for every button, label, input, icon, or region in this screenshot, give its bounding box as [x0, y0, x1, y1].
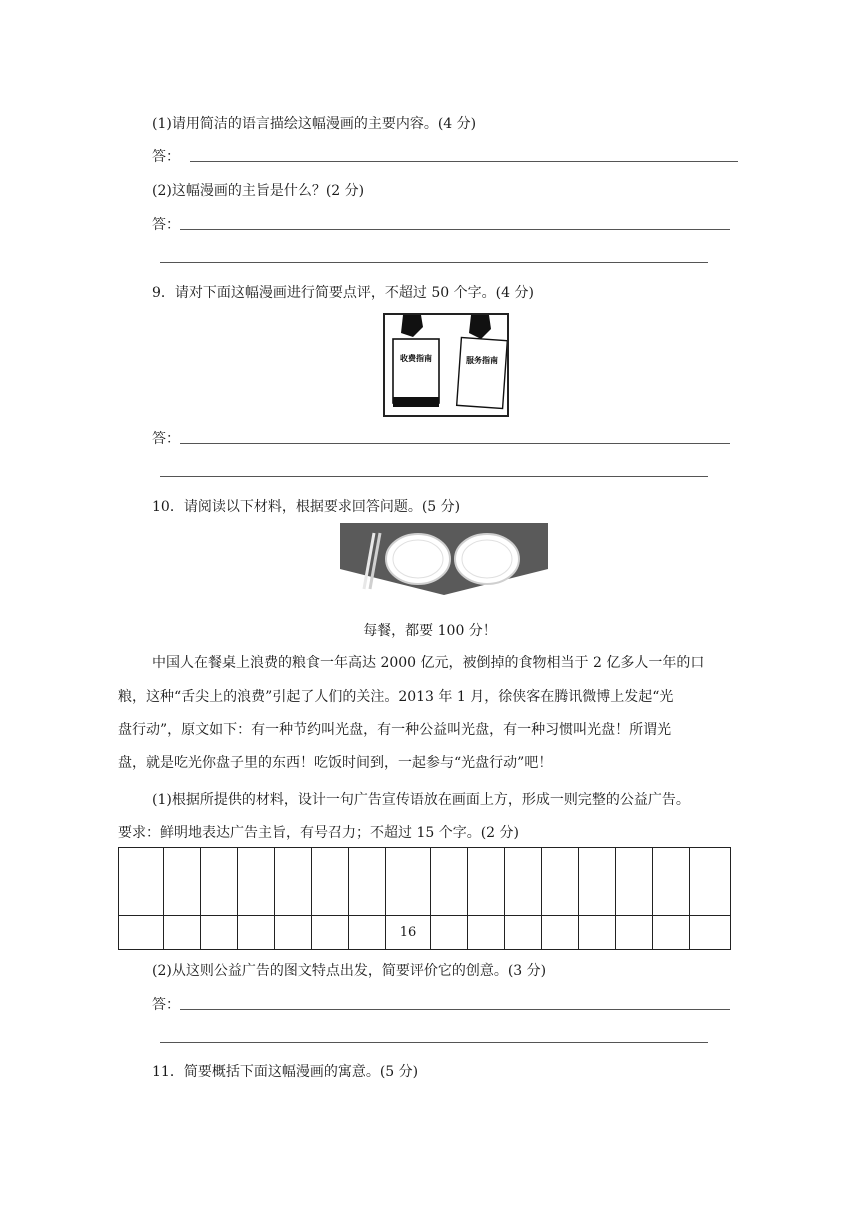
- left-hand-icon: [401, 315, 423, 337]
- grid-cell[interactable]: [468, 916, 505, 950]
- left-plate-icon: [386, 534, 450, 584]
- q10-answer2-line[interactable]: [180, 1009, 730, 1010]
- q10-sub1-line-1: (1)根据所提供的材料，设计一句广告宣传语放在画面上方，形成一则完整的公益广告。: [152, 792, 690, 808]
- grid-cell[interactable]: [616, 848, 653, 916]
- grid-cell[interactable]: [431, 848, 468, 916]
- q8-answer1-line[interactable]: [190, 161, 738, 162]
- grid-cell[interactable]: [312, 916, 349, 950]
- q10-para-line-4: 盘，就是吃光你盘子里的东西！吃饭时间到，一起参与“光盘行动”吧！: [118, 755, 553, 771]
- grid-cell[interactable]: [386, 848, 431, 916]
- grid-cell[interactable]: [579, 916, 616, 950]
- grid-cell[interactable]: [579, 848, 616, 916]
- q10-answer2-label: 答：: [152, 997, 180, 1013]
- grid-cell[interactable]: [431, 916, 468, 950]
- grid-cell[interactable]: [312, 848, 349, 916]
- q9-answer-line[interactable]: [180, 443, 730, 444]
- right-guide-sheet: [457, 337, 507, 408]
- q9-answer-line-2[interactable]: [160, 476, 708, 477]
- grid-cell[interactable]: [201, 848, 238, 916]
- grid-cell[interactable]: [505, 848, 542, 916]
- q10-answer2-line-2[interactable]: [160, 1042, 708, 1043]
- q8-answer1-label: 答：: [152, 149, 180, 165]
- q10-answer-grid: [118, 847, 731, 950]
- q11-prompt: 11．简要概括下面这幅漫画的寓意。(5 分): [152, 1064, 419, 1080]
- q9-cartoon: [383, 313, 509, 417]
- grid-cell[interactable]: [238, 916, 275, 950]
- grid-cell[interactable]: [653, 848, 690, 916]
- right-hand-icon: [469, 315, 491, 339]
- grid-cell[interactable]: [164, 916, 201, 950]
- left-sign-text: 收费指南: [400, 354, 432, 363]
- q10-para-line-1: 中国人在餐桌上浪费的粮食一年高达 2000 亿元，被倒掉的食物相当于 2 亿多人一年的口: [152, 655, 705, 671]
- q9-cartoon-drawing: [385, 315, 507, 415]
- grid-cell[interactable]: [542, 848, 579, 916]
- grid-cell[interactable]: [468, 848, 505, 916]
- grid-cell[interactable]: [542, 916, 579, 950]
- q10-prompt: 10．请阅读以下材料，根据要求回答问题。(5 分): [152, 499, 461, 515]
- grid-cell[interactable]: [349, 916, 386, 950]
- right-plate-icon: [455, 534, 519, 584]
- q8-sub2-text: (2)这幅漫画的主旨是什么？(2 分): [152, 183, 365, 199]
- grid-cell[interactable]: [349, 848, 386, 916]
- grid-cell[interactable]: [690, 848, 731, 916]
- q10-para-line-2: 粮，这种“舌尖上的浪费”引起了人们的关注。2013 年 1 月，徐侠客在腾讯微博上发起“光: [118, 689, 674, 705]
- q9-prompt: 9．请对下面这幅漫画进行简要点评，不超过 50 个字。(4 分): [152, 285, 534, 301]
- grid-cell[interactable]: [275, 916, 312, 950]
- grid-cell[interactable]: [119, 848, 164, 916]
- q10-plates-drawing: [340, 523, 548, 595]
- left-guide-book: [393, 339, 439, 403]
- grid-cell-number[interactable]: 16: [386, 916, 431, 950]
- left-book-pages: [393, 397, 439, 407]
- grid-cell[interactable]: [164, 848, 201, 916]
- q9-answer-label: 答：: [152, 431, 180, 447]
- q10-sub1-line-2: 要求：鲜明地表达广告主旨，有号召力；不超过 15 个字。(2 分): [118, 825, 519, 841]
- q10-para-line-3: 盘行动”，原文如下：有一种节约叫光盘，有一种公益叫光盘，有一种习惯叫光盘！所谓光: [118, 722, 672, 738]
- q10-poster-image: [340, 523, 548, 599]
- grid-cell[interactable]: [119, 916, 164, 950]
- q8-answer2-label: 答：: [152, 217, 180, 233]
- q8-answer2-line[interactable]: [180, 229, 730, 230]
- grid-cell[interactable]: [505, 916, 542, 950]
- grid-cell[interactable]: [616, 916, 653, 950]
- grid-cell[interactable]: [690, 916, 731, 950]
- q10-sub2-text: (2)从这则公益广告的图文特点出发，简要评价它的创意。(3 分): [152, 963, 547, 979]
- q8-sub1-text: (1)请用简洁的语言描绘这幅漫画的主要内容。(4 分): [152, 116, 477, 132]
- grid-cell[interactable]: [238, 848, 275, 916]
- grid-cell[interactable]: [653, 916, 690, 950]
- grid-cell[interactable]: [275, 848, 312, 916]
- q10-poster-caption: 每餐，都要 100 分！: [363, 623, 497, 639]
- grid-cell[interactable]: [201, 916, 238, 950]
- q8-answer2-line-2[interactable]: [160, 262, 708, 263]
- right-sign-text: 服务指南: [466, 356, 498, 365]
